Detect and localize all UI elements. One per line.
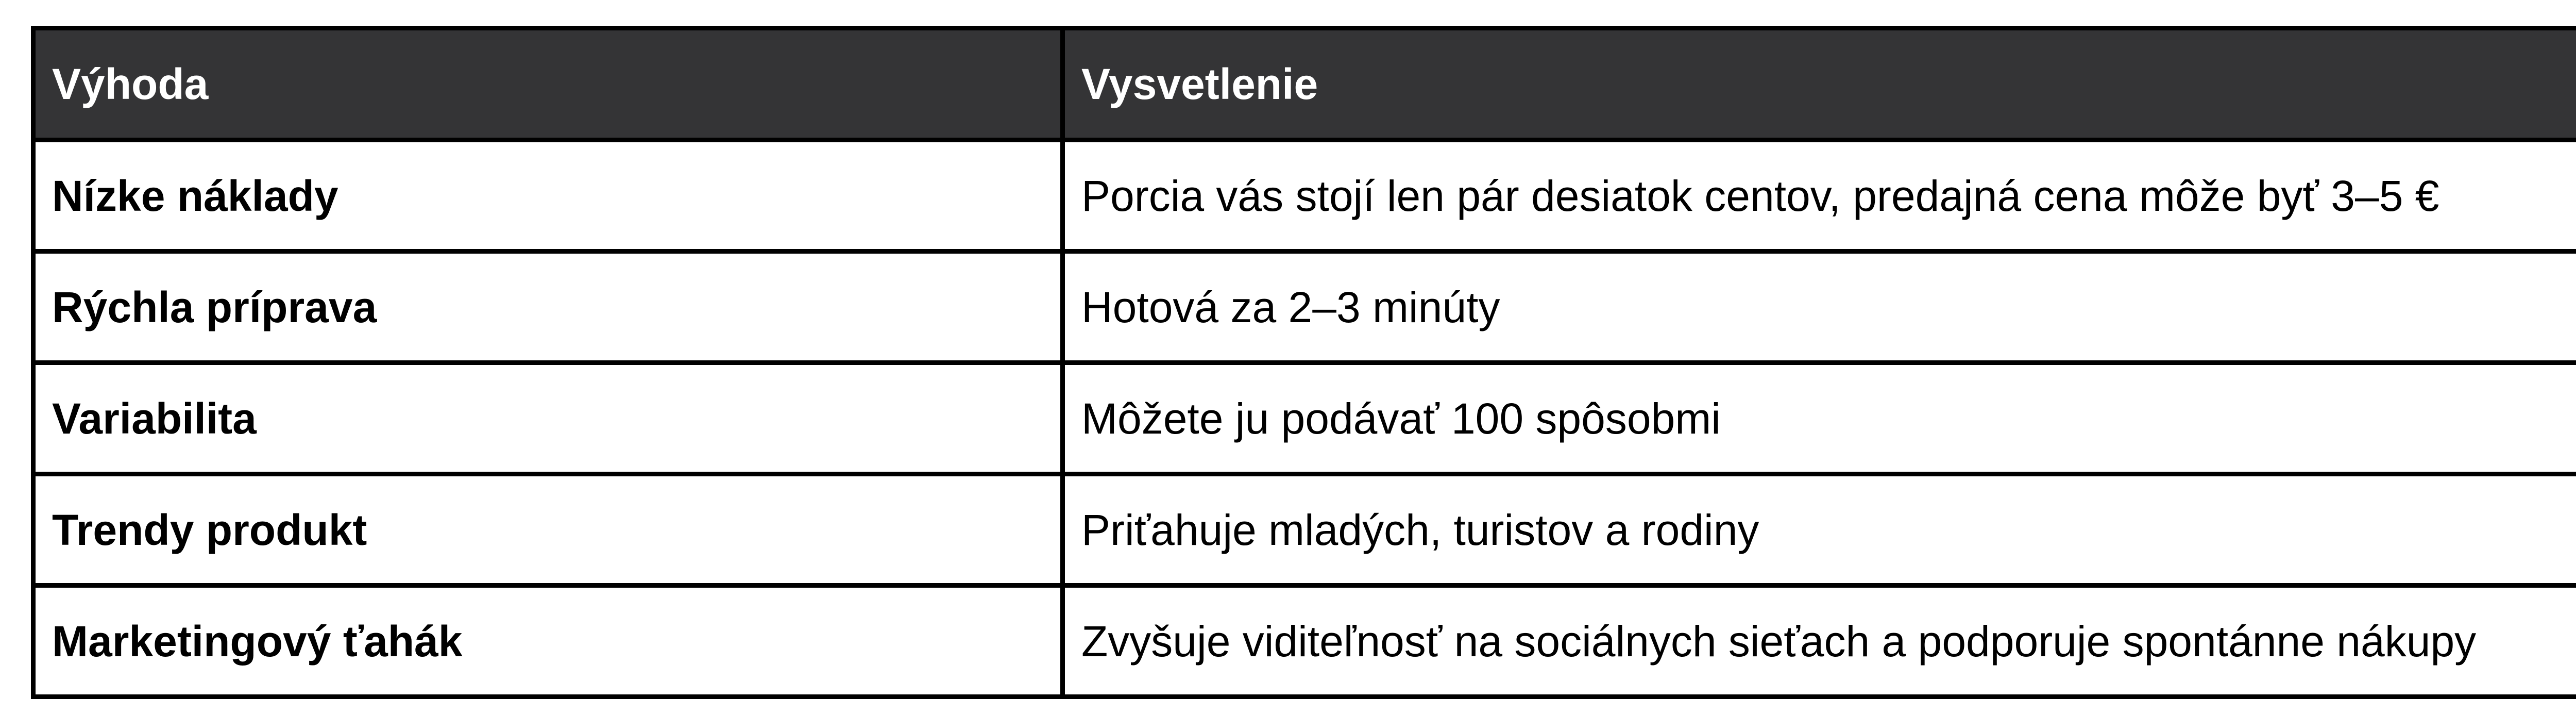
explanation-cell: Porcia vás stojí len pár desiatok centov, predajná cena môže byť 3–5 € [1063, 140, 2576, 252]
benefit-cell: Marketingový ťahák [33, 586, 1063, 697]
explanation-cell: Zvyšuje viditeľnosť na sociálnych sieťach a podporuje spontánne nákupy [1063, 586, 2576, 697]
benefit-cell: Nízke náklady [33, 140, 1063, 252]
explanation-cell: Priťahuje mladých, turistov a rodiny [1063, 474, 2576, 586]
benefits-table [31, 26, 2576, 699]
header-row [33, 28, 2576, 140]
column-header-benefit: Výhoda [33, 28, 1063, 140]
table-body [33, 140, 2576, 697]
table-row [33, 474, 2576, 586]
table-header [33, 28, 2576, 140]
benefit-cell: Rýchla príprava [33, 252, 1063, 363]
benefit-cell: Trendy produkt [33, 474, 1063, 586]
explanation-cell: Môžete ju podávať 100 spôsobmi [1063, 363, 2576, 474]
benefit-cell: Variabilita [33, 363, 1063, 474]
table-row [33, 140, 2576, 252]
column-header-explanation: Vysvetlenie [1063, 28, 2576, 140]
table-row [33, 363, 2576, 474]
explanation-cell: Hotová za 2–3 minúty [1063, 252, 2576, 363]
table-container [31, 26, 2576, 699]
table-row [33, 252, 2576, 363]
table-row [33, 586, 2576, 697]
